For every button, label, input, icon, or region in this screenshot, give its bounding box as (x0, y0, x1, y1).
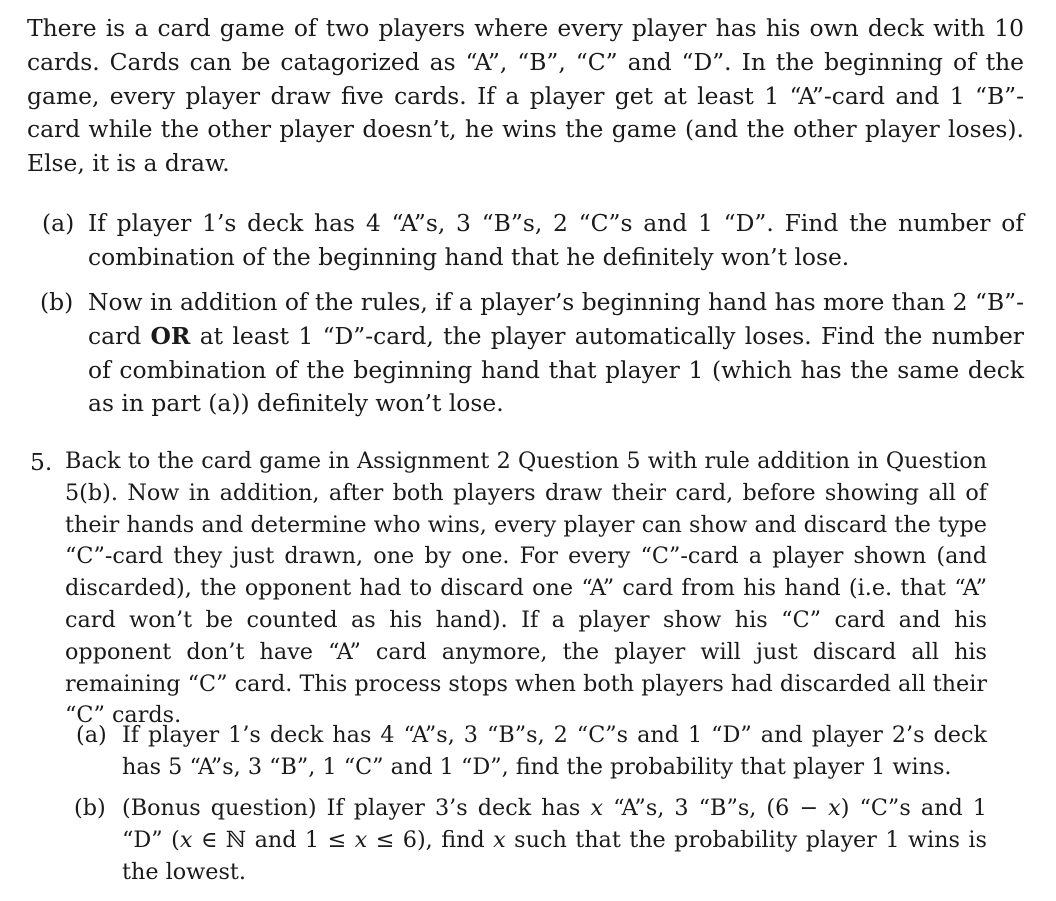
q5b-seg-6: such that the probability player 1 wins is the lowest. (122, 826, 987, 885)
part-4b-label: (b) (40, 288, 74, 316)
q5b-var-x-1: x (590, 795, 604, 821)
part-4b-text-1: Now in addition of the rules, if a player’s beginning hand has more than 2 “B”-card (88, 288, 1024, 350)
intro-paragraph: There is a card game of two players where every player has his own deck with 10 cards. Cards can be catagorized as “A”, “B”, “C” and “D”. In the beginning of the game, every player draw five cards. If a player get at least 1 “A”-card and 1 “B”-card while the other player doesn’t, he wins the game (and the other player loses). Else, it is a draw. (27, 14, 1024, 178)
part-4b-text (88, 286, 1024, 421)
part-4b-bold-or: OR (150, 321, 191, 350)
q5b-seg-5: ≤ 6), find (367, 826, 494, 853)
question-5a-label: (a) (76, 722, 107, 748)
q5b-seg-3: ) “C”s and 1 “D” ( (122, 795, 987, 853)
part-4a-label: (a) (42, 209, 75, 237)
question-5b-label: (b) (74, 795, 106, 821)
q5b-var-x-3: x (179, 826, 193, 853)
q5b-var-x-2: x (828, 795, 841, 821)
question-5b-text (122, 793, 987, 888)
part-4b-text-2: at least 1 “D”-card, the player automatically loses. Find the number of combination of the beginning hand that player 1 (which has the same deck as in part (a)) definitely won’t lose. (88, 321, 1024, 418)
q5b-var-x-5: x (493, 826, 506, 853)
q5b-seg-2: “A”s, 3 “B”s, (6 − (603, 795, 829, 821)
part-4a-text: If player 1’s deck has 4 “A”s, 3 “B”s, 2 “C”s and 1 “D”. Find the number of combination of the beginning hand that he definitely won’t lose. (88, 209, 1024, 271)
q5b-seg-1: (Bonus question) If player 3’s deck has (122, 795, 591, 821)
question-5-text: Back to the card game in Assignment 2 Question 5 with rule addition in Question 5(b). Now in addition, after both players draw their card, before showing all of their hands and determine who wins, every player can show and discard the type “C”-card they just drawn, one by one. For every “C”-card a player shown (and discarded), the opponent had to discard one “A” card from his hand (i.e. that “A” card won’t be counted as his hand). If a player show his “C” card and his opponent don’t have “A” card anymore, the player will just discard all his remaining “C” card. This process stops when both players had discarded all their “C” cards. (65, 448, 987, 729)
question-5-number: 5. (30, 448, 53, 476)
q5b-seg-4: ∈ ℕ and 1 ≤ (192, 826, 355, 853)
question-5a-text: If player 1’s deck has 4 “A”s, 3 “B”s, 2 “C”s and 1 “D” and player 2’s deck has 5 “A”s, 3 “B”, 1 “C” and 1 “D”, find the probability that player 1 wins. (122, 722, 987, 780)
q5b-var-x-4: x (354, 826, 368, 853)
